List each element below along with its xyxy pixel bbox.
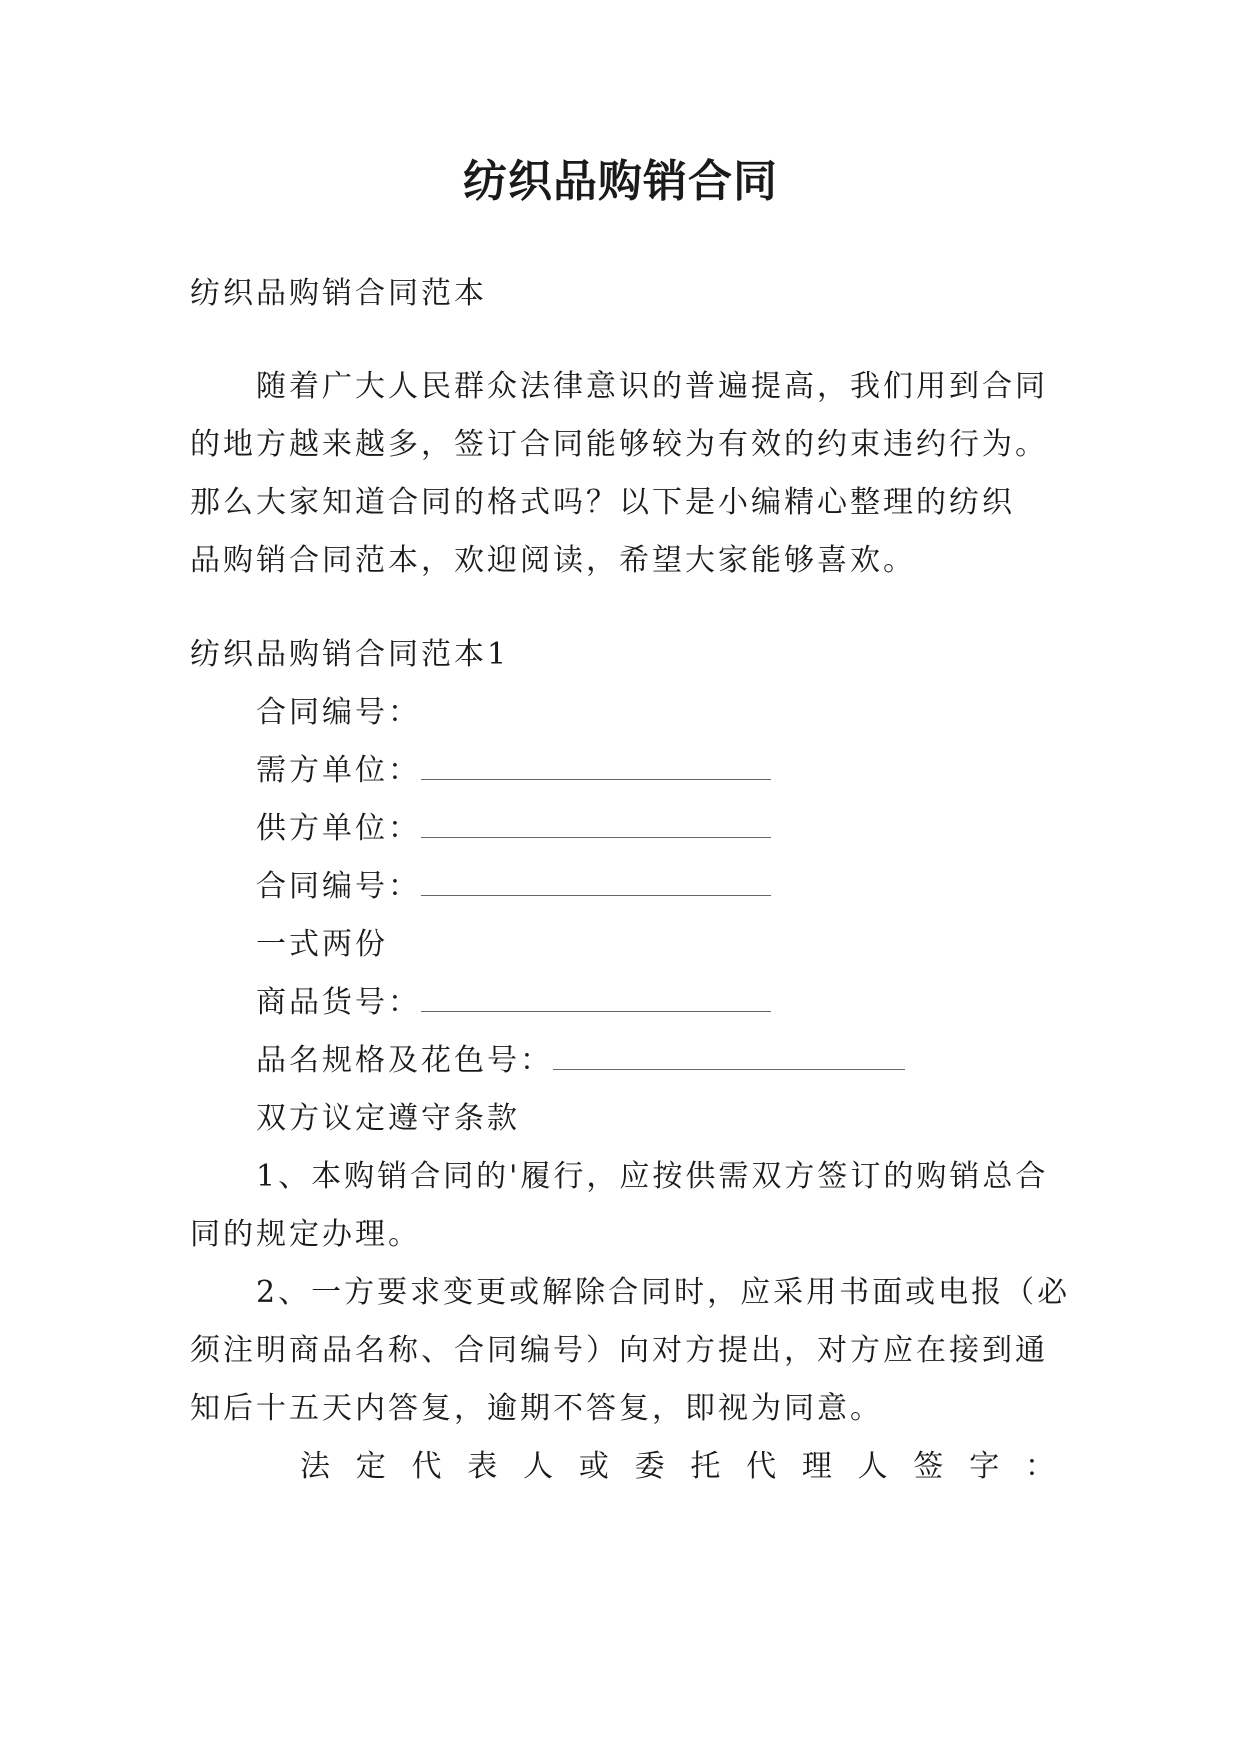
- signature-char: 人: [523, 1449, 557, 1484]
- signature-char: 或: [578, 1449, 612, 1484]
- signature-char: 法: [300, 1449, 333, 1484]
- field-label: 品名规格及花色号：: [256, 1043, 553, 1078]
- section-heading: 纺织品购销合同范本1: [190, 637, 510, 672]
- signature-line: [300, 1438, 1058, 1496]
- intro-line: 随着广大人民群众法律意识的普遍提高，我们用到合同: [256, 369, 1048, 404]
- field-contract-no-2: [256, 858, 771, 916]
- document-title: 纺织品购销合同: [463, 156, 778, 207]
- copies-text: 一式两份: [256, 927, 388, 962]
- clause-line: 知后十五天内答复，逾期不答复，即视为同意。: [190, 1391, 883, 1426]
- clause-line: 2、一方要求变更或解除合同时，应采用书面或电报（必: [256, 1275, 1071, 1310]
- clause-line: 1、本购销合同的'履行，应按供需双方签订的购销总合: [256, 1159, 1049, 1194]
- terms-intro: 双方议定遵守条款: [256, 1101, 520, 1136]
- signature-char: 理: [801, 1449, 835, 1484]
- field-label: 合同编号：: [256, 869, 421, 904]
- signature-char: 定: [355, 1449, 389, 1484]
- signature-char: 表: [467, 1449, 501, 1484]
- clause-line: 须注明商品名称、合同编号）向对方提出，对方应在接到通: [190, 1333, 1048, 1368]
- signature-char: 人: [857, 1449, 891, 1484]
- intro-line: 的地方越来越多，签订合同能够较为有效的约束违约行为。: [190, 427, 1048, 462]
- signature-char: 代: [411, 1449, 445, 1484]
- field-goods-no: [256, 974, 771, 1032]
- intro-line: 那么大家知道合同的格式吗？以下是小编精心整理的纺织: [190, 485, 1015, 520]
- field-label: 供方单位：: [256, 811, 421, 846]
- document-body: [190, 0, 1071, 1754]
- signature-char: ：: [1024, 1449, 1058, 1484]
- clause-line: 同的规定办理。: [190, 1217, 421, 1252]
- signature-char: 托: [690, 1449, 724, 1484]
- signature-char: 字: [969, 1449, 1003, 1484]
- field-label: 合同编号：: [256, 695, 421, 730]
- blank-line: [421, 815, 771, 838]
- field-label: 商品货号：: [256, 985, 421, 1020]
- blank-line: [421, 757, 771, 780]
- field-seller: [256, 800, 771, 858]
- signature-char: 代: [746, 1449, 780, 1484]
- blank-line: [553, 1047, 905, 1070]
- intro-line: 品购销合同范本，欢迎阅读，希望大家能够喜欢。: [190, 543, 916, 578]
- signature-char: 委: [634, 1449, 668, 1484]
- field-label: 需方单位：: [256, 753, 421, 788]
- field-buyer: [256, 742, 771, 800]
- blank-line: [421, 873, 771, 896]
- signature-char: 签: [913, 1449, 947, 1484]
- subtitle: 纺织品购销合同范本: [190, 276, 487, 311]
- field-contract-no: [256, 684, 421, 742]
- blank-line: [421, 989, 771, 1012]
- field-spec: [256, 1032, 905, 1090]
